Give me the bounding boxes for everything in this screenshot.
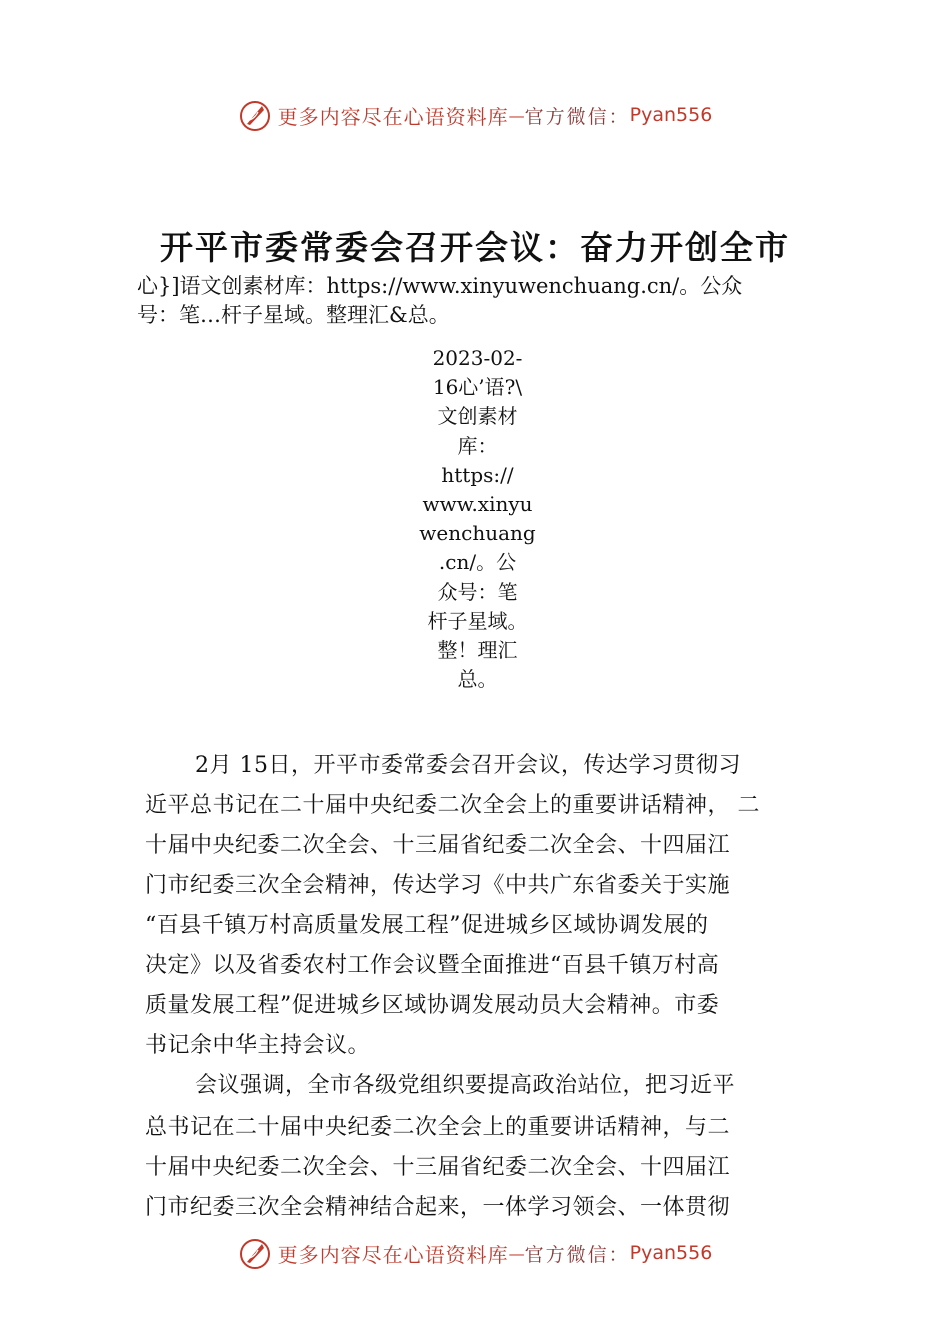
date-source-line: 杆子星域。 [427,608,528,633]
body-paragraph-line: 门市纪委三次全会精神结合起来，一体学习领会、一体贯彻 [145,1195,731,1220]
date-source-line: 总。 [457,667,498,692]
date-source-line: 整！理汇 [437,638,518,663]
date-source-line: 库： [457,433,498,458]
date-source-line: wenchuang [419,521,536,546]
watermark-text: 更多内容尽在心语资料库 [277,104,509,129]
date-source-line: .cn/。公 [438,550,517,575]
date-source-line: 众号：笔 [437,579,518,604]
watermark-dash: — [508,105,525,125]
body-paragraph-line: 会议强调，全市各级党组织要提高政治站位，把习近平 [195,1073,736,1098]
watermark-label: 官方微信： [524,105,630,128]
date-source-line: 文创素材 [437,404,518,429]
body-paragraph-line: 十届中央纪委二次全会、十三届省纪委二次全会、十四届江 [145,1155,731,1180]
body-paragraph-line: 近平总书记在二十届中央纪委二次全会上的重要讲话精神， 二 [145,793,760,818]
body-paragraph-line: 书记余中华主持会议。 [145,1033,371,1058]
watermark-dash: — [508,1243,525,1263]
date-source-line: https:// [441,462,514,487]
body-paragraph-line: “百县千镇万村高质量发展工程”促进城乡区域协调发展的 [145,913,709,938]
watermark-wechat-id: Pyan556 [629,1242,713,1264]
header-watermark [0,95,950,135]
body-paragraph-line: 2月 15日，开平市委常委会召开会议，传达学习贯彻习 [195,753,741,778]
body-paragraph-line: 十届中央纪委二次全会、十三届省纪委二次全会、十四届江 [145,833,731,858]
source-line: 号：笔…杆子星域。整理汇&总。 [137,303,450,327]
source-line: 心}]语文创素材库：https://www.xinyuwenchuang.cn/。公众 [137,274,743,298]
watermark-wechat-id: Pyan556 [629,104,713,126]
footer-watermark [0,1233,950,1273]
date-source-line: www.xinyu [422,492,533,517]
quill-logo-icon [238,98,272,132]
body-paragraph-line: 质量发展工程”促进城乡区域协调发展动员大会精神。市委 [145,993,720,1018]
quill-logo-icon [238,1236,272,1270]
document-title: 开平市委常委会召开会议：奋力开创全市 [160,228,790,267]
date-source-block [410,344,545,694]
watermark-label: 官方微信： [524,1243,630,1266]
date-source-line: 16心’语?\ [432,375,523,400]
body-paragraph-line: 总书记在二十届中央纪委二次全会上的重要讲话精神，与二 [145,1115,731,1140]
watermark-text: 更多内容尽在心语资料库 [277,1242,509,1267]
date-source-line: 2023-02- [432,346,523,370]
body-paragraph-line: 门市纪委三次全会精神，传达学习《中共广东省委关于实施 [145,873,731,898]
body-paragraph-line: 决定》以及省委农村工作会议暨全面推进“百县千镇万村高 [145,953,720,978]
